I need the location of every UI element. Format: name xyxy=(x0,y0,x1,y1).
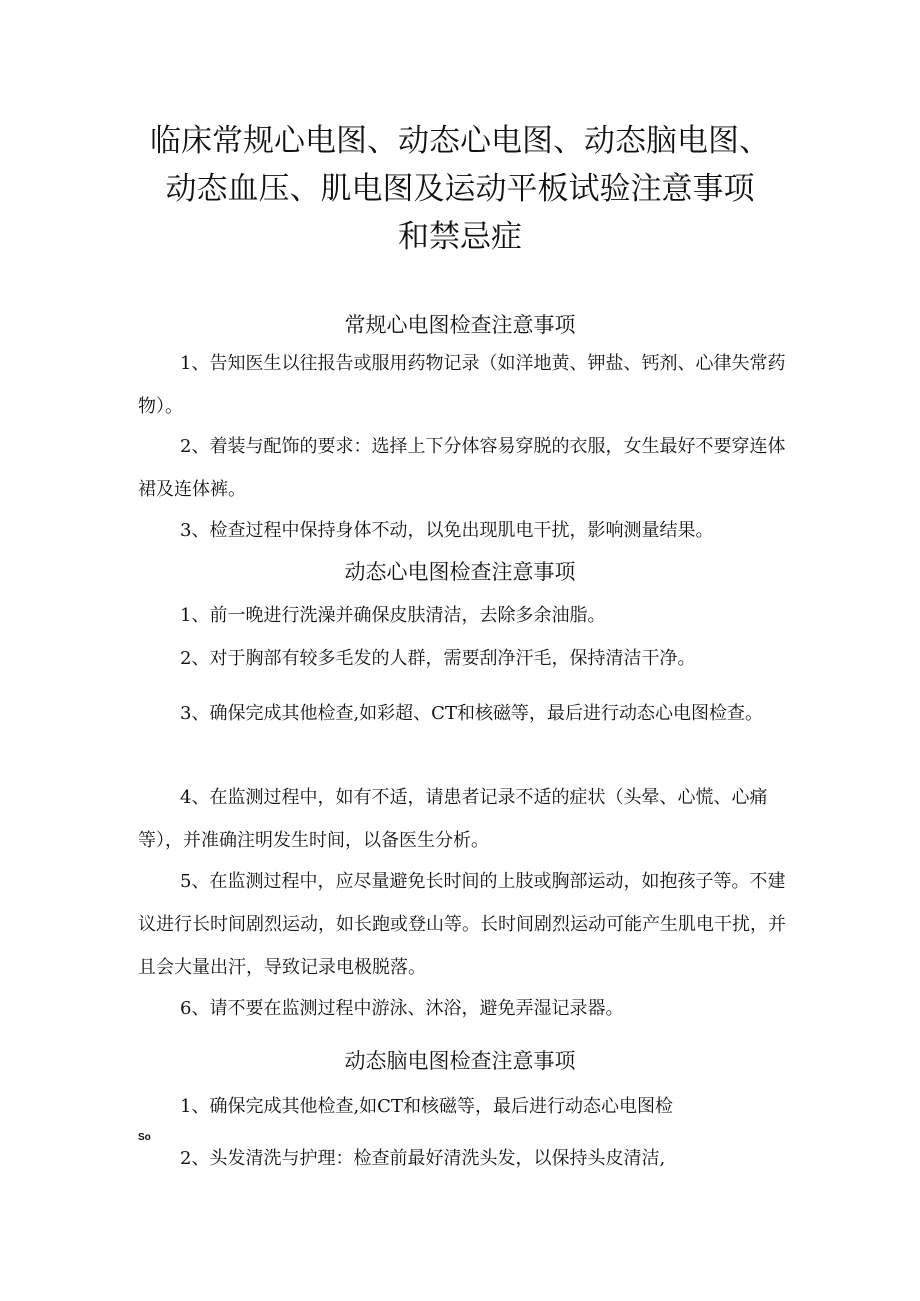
holter-ecg-item-2: 2、对于胸部有较多毛发的人群，需要刮净汗毛，保持清洁干净。 xyxy=(180,648,696,669)
document-title-line-1: 临床常规心电图、动态心电图、动态脑电图、 xyxy=(150,123,770,159)
section-heading-ambulatory-eeg: 动态脑电图检查注意事项 xyxy=(344,1049,576,1073)
holter-ecg-item-4: 4、在监测过程中，如有不适，请患者记录不适的症状（头晕、心慌、心痛等），并准确注明发生时间，以备医生分析。 xyxy=(138,787,768,851)
holter-ecg-item-3: 3、确保完成其他检查,如彩超、CT和核磁等，最后进行动态心电图检查。 xyxy=(180,703,763,724)
section-heading-holter-ecg: 动态心电图检查注意事项 xyxy=(344,560,576,584)
routine-ecg-item-1: 1、告知医生以往报告或服用药物记录（如洋地黄、钾盐、钙剂、心律失常药物）。 xyxy=(138,353,786,417)
stray-mark: So xyxy=(138,1132,151,1143)
document-title-line-2: 动态血压、肌电图及运动平板试验注意事项 xyxy=(165,171,755,207)
section-heading-routine-ecg: 常规心电图检查注意事项 xyxy=(344,313,576,337)
holter-ecg-item-1: 1、前一晚进行洗澡并确保皮肤清洁，去除多余油脂。 xyxy=(180,605,606,626)
holter-ecg-item-5: 5、在监测过程中，应尽量避免长时间的上肢或胸部运动，如抱孩子等。不建议进行长时间剧烈运动，如长跑或登山等。长时间剧烈运动可能产生肌电干扰，并且会大量出汗，导致记录电极脱落。 xyxy=(138,871,786,978)
routine-ecg-item-3: 3、检查过程中保持身体不动，以免出现肌电干扰，影响测量结果。 xyxy=(180,520,714,541)
holter-ecg-item-6: 6、请不要在监测过程中游泳、沐浴，避免弄湿记录器。 xyxy=(180,998,624,1019)
ambulatory-eeg-item-2: 2、头发清洗与护理：检查前最好清洗头发，以保持头皮清洁, xyxy=(180,1148,666,1169)
ambulatory-eeg-item-1: 1、确保完成其他检查,如CT和核磁等，最后进行动态心电图检 xyxy=(180,1096,673,1117)
routine-ecg-item-2: 2、着装与配饰的要求：选择上下分体容易穿脱的衣服，女生最好不要穿连体裙及连体裤。 xyxy=(138,436,786,500)
document-title-line-3: 和禁忌症 xyxy=(398,219,522,255)
